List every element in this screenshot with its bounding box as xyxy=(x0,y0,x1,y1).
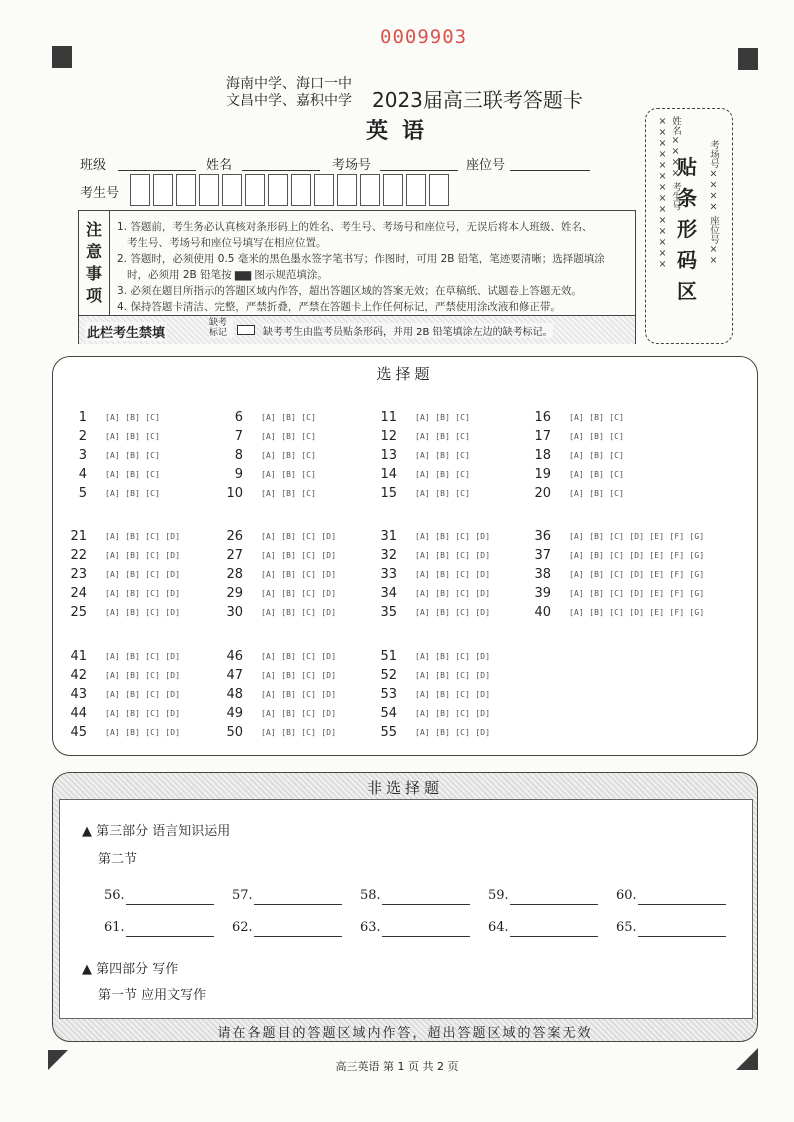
question-number: 39 xyxy=(534,586,551,601)
answer-bubbles[interactable]: [A] [B] [C] [D] xyxy=(105,532,181,541)
answer-bubbles[interactable]: [A] [B] [C] xyxy=(415,451,471,460)
question-number: 36 xyxy=(534,529,551,544)
answer-bubbles[interactable]: [A] [B] [C] [D] xyxy=(415,570,491,579)
answer-bubbles[interactable]: [A] [B] [C] [D] [E] [F] [G] xyxy=(569,608,705,617)
question-number: 37 xyxy=(534,548,551,563)
exam-id-digit-box[interactable] xyxy=(314,174,334,206)
schools-line-1: 海南中学、海口一中 xyxy=(226,76,352,92)
notice-item: 时，必须用 2B 铅笔按 ▆▆ 图示规范填涂。 xyxy=(117,269,328,281)
answer-bubbles[interactable]: [A] [B] [C] [D] xyxy=(261,671,337,680)
notice-item: 2. 答题时，必须使用 0.5 毫米的黑色墨水签字笔书写；作图时，可用 2B 铅笔，笔迹要清晰；选择题填涂 xyxy=(117,253,605,265)
question-number: 30 xyxy=(226,605,243,620)
question-number: 19 xyxy=(534,467,551,482)
question-number: 18 xyxy=(534,448,551,463)
blank-answer-line[interactable] xyxy=(510,904,598,905)
answer-bubbles[interactable]: [A] [B] [C] xyxy=(105,470,161,479)
question-number: 21 xyxy=(70,529,87,544)
answer-bubbles[interactable]: [A] [B] [C] xyxy=(261,413,317,422)
notice-heading-char: 意 xyxy=(85,242,102,261)
question-number: 26 xyxy=(226,529,243,544)
exam-id-digit-box[interactable] xyxy=(429,174,449,206)
answer-bubbles[interactable]: [A] [B] [C] [D] xyxy=(261,652,337,661)
notice-heading-char: 事 xyxy=(85,264,102,283)
blank-answer-line[interactable] xyxy=(638,904,726,905)
answer-bubbles[interactable]: [A] [B] [C] [D] [E] [F] [G] xyxy=(569,551,705,560)
answer-bubbles[interactable]: [A] [B] [C] [D] xyxy=(415,532,491,541)
blank-number: 59. xyxy=(488,888,509,903)
answer-bubbles[interactable]: [A] [B] [C] xyxy=(415,413,471,422)
answer-bubbles[interactable]: [A] [B] [C] xyxy=(569,489,625,498)
answer-bubbles[interactable]: [A] [B] [C] [D] [E] [F] [G] xyxy=(569,532,705,541)
exam-id-digit-box[interactable] xyxy=(199,174,219,206)
answer-bubbles[interactable]: [A] [B] [C] [D] xyxy=(415,671,491,680)
absent-note: 缺考考生由监考员贴条形码，并用 2B 铅笔填涂左边的缺考标记。 xyxy=(263,323,553,338)
answer-bubbles[interactable]: [A] [B] [C] xyxy=(569,470,625,479)
answer-bubbles[interactable]: [A] [B] [C] [D] xyxy=(105,652,181,661)
blank-number: 62. xyxy=(232,920,253,935)
blank-number: 56. xyxy=(104,888,125,903)
room-field[interactable] xyxy=(380,170,458,171)
answer-bubbles[interactable]: [A] [B] [C] [D] xyxy=(105,608,181,617)
question-number: 9 xyxy=(234,467,243,482)
answer-bubbles[interactable]: [A] [B] [C] xyxy=(415,432,471,441)
answer-bubbles[interactable]: [A] [B] [C] [D] xyxy=(105,589,181,598)
question-number: 24 xyxy=(70,586,87,601)
question-number: 40 xyxy=(534,605,551,620)
answer-bubbles[interactable]: [A] [B] [C] [D] [E] [F] [G] xyxy=(569,570,705,579)
part3-section: 第二节 xyxy=(98,852,138,867)
answer-bubbles[interactable]: [A] [B] [C] [D] xyxy=(415,652,491,661)
answer-bubbles[interactable]: [A] [B] [C] xyxy=(105,489,161,498)
question-number: 16 xyxy=(534,410,551,425)
answer-bubbles[interactable]: [A] [B] [C] [D] xyxy=(261,589,337,598)
subject-title: 英语 xyxy=(366,118,439,144)
question-number: 33 xyxy=(380,567,397,582)
part4-heading: ▲ 第四部分 写作 xyxy=(82,962,179,977)
absent-label: 缺考标记 xyxy=(209,318,233,338)
question-number: 29 xyxy=(226,586,243,601)
nonchoice-title: 非选择题 xyxy=(366,779,443,797)
choice-panel xyxy=(52,356,758,756)
question-number: 53 xyxy=(380,687,397,702)
question-number: 25 xyxy=(70,605,87,620)
blank-number: 57. xyxy=(232,888,253,903)
answer-bubbles[interactable]: [A] [B] [C] [D] xyxy=(105,709,181,718)
seat-field[interactable] xyxy=(510,170,590,171)
barcode-title-char: 形 xyxy=(677,217,697,241)
blank-answer-line[interactable] xyxy=(254,936,342,937)
question-number: 50 xyxy=(226,725,243,740)
nonchoice-footer: 请在各题目的答题区域内作答，超出答题区域的答案无效 xyxy=(217,1026,593,1041)
answer-bubbles[interactable]: [A] [B] [C] [D] xyxy=(261,709,337,718)
registration-mark-top-left xyxy=(52,46,72,68)
registration-mark-top-right xyxy=(738,48,758,70)
exam-id-digit-box[interactable] xyxy=(291,174,311,206)
blank-answer-line[interactable] xyxy=(510,936,598,937)
answer-bubbles[interactable]: [A] [B] [C] [D] xyxy=(415,709,491,718)
answer-bubbles[interactable]: [A] [B] [C] [D] xyxy=(415,728,491,737)
notice-heading xyxy=(79,211,110,315)
question-number: 2 xyxy=(78,429,87,444)
answer-bubbles[interactable]: [A] [B] [C] [D] xyxy=(261,690,337,699)
notice-items xyxy=(117,219,629,315)
answer-bubbles[interactable]: [A] [B] [C] xyxy=(105,413,161,422)
answer-bubbles[interactable]: [A] [B] [C] xyxy=(105,451,161,460)
class-label: 班级 xyxy=(80,158,107,173)
answer-bubbles[interactable]: [A] [B] [C] xyxy=(415,470,471,479)
blank-number: 65. xyxy=(616,920,637,935)
question-number: 35 xyxy=(380,605,397,620)
notice-item: 考生号、考场号和座位号填写在相应位置。 xyxy=(117,237,327,249)
answer-bubbles[interactable]: [A] [B] [C] [D] xyxy=(105,671,181,680)
question-number: 54 xyxy=(380,706,397,721)
question-number: 31 xyxy=(380,529,397,544)
forbid-strip xyxy=(79,315,635,344)
notice-heading-char: 项 xyxy=(85,286,102,305)
nonchoice-answer-area[interactable] xyxy=(59,799,753,1019)
question-number: 5 xyxy=(78,486,87,501)
question-number: 34 xyxy=(380,586,397,601)
question-number: 8 xyxy=(234,448,243,463)
question-number: 42 xyxy=(70,668,87,683)
answer-bubbles[interactable]: [A] [B] [C] xyxy=(261,489,317,498)
name-field[interactable] xyxy=(242,170,320,171)
answer-bubbles[interactable]: [A] [B] [C] [D] xyxy=(261,608,337,617)
answer-bubbles[interactable]: [A] [B] [C] [D] [E] [F] [G] xyxy=(569,589,705,598)
answer-bubbles[interactable]: [A] [B] [C] xyxy=(105,432,161,441)
question-number: 15 xyxy=(380,486,397,501)
exam-id-digit-box[interactable] xyxy=(130,174,150,206)
exam-id-digit-box[interactable] xyxy=(406,174,426,206)
forbid-label: 此栏考生禁填 xyxy=(85,322,167,341)
question-number: 10 xyxy=(226,486,243,501)
school-list xyxy=(226,76,352,110)
barcode-title-char: 条 xyxy=(677,186,697,210)
question-number: 55 xyxy=(380,725,397,740)
question-number: 7 xyxy=(234,429,243,444)
question-number: 13 xyxy=(380,448,397,463)
notice-heading-char: 注 xyxy=(85,220,102,239)
barcode-name-line: 姓名×××× 考生号×××××××××××××× xyxy=(657,116,681,270)
question-number: 17 xyxy=(534,429,551,444)
notice-item: 3. 必须在题目所指示的答题区域内作答，超出答题区域的答案无效；在草稿纸、试题卷上答题无效。 xyxy=(117,285,582,297)
sheet-title: 2023届高三联考答题卡 xyxy=(372,88,583,112)
barcode-title-char: 码 xyxy=(677,248,697,272)
answer-bubbles[interactable]: [A] [B] [C] xyxy=(415,489,471,498)
name-label: 姓名 xyxy=(206,158,233,173)
nonchoice-panel xyxy=(52,772,758,1042)
question-number: 28 xyxy=(226,567,243,582)
room-label: 考场号 xyxy=(332,158,372,173)
notice-item: 1. 答题前，考生务必认真核对条形码上的姓名、考生号、考场号和座位号，无误后将本人班级、姓名、 xyxy=(117,221,593,233)
choice-title: 选择题 xyxy=(376,365,434,383)
exam-id-digit-box[interactable] xyxy=(245,174,265,206)
notice-item: 4. 保持答题卡清洁、完整，严禁折叠，严禁在答题卡上作任何标记，严禁使用涂改液和修正带。 xyxy=(117,301,561,313)
question-number: 48 xyxy=(226,687,243,702)
blank-answer-line[interactable] xyxy=(126,936,214,937)
question-number: 44 xyxy=(70,706,87,721)
answer-bubbles[interactable]: [A] [B] [C] xyxy=(569,413,625,422)
exam-id-digit-box[interactable] xyxy=(153,174,173,206)
exam-id-label: 考生号 xyxy=(80,186,120,201)
answer-bubbles[interactable]: [A] [B] [C] [D] xyxy=(261,728,337,737)
question-number: 22 xyxy=(70,548,87,563)
schools-line-2: 文昌中学、嘉积中学 xyxy=(226,93,352,109)
question-number: 45 xyxy=(70,725,87,740)
notice-box xyxy=(78,210,636,344)
question-number: 51 xyxy=(380,649,397,664)
absent-checkbox[interactable] xyxy=(237,325,255,335)
answer-bubbles[interactable]: [A] [B] [C] xyxy=(261,451,317,460)
question-number: 38 xyxy=(534,567,551,582)
blank-number: 58. xyxy=(360,888,381,903)
blank-number: 63. xyxy=(360,920,381,935)
answer-bubbles[interactable]: [A] [B] [C] [D] xyxy=(105,690,181,699)
blank-number: 60. xyxy=(616,888,637,903)
barcode-title-char: 贴 xyxy=(677,155,697,179)
answer-bubbles[interactable]: [A] [B] [C] xyxy=(261,470,317,479)
part4-section: 第一节 应用文写作 xyxy=(98,988,207,1003)
answer-bubbles[interactable]: [A] [B] [C] [D] xyxy=(415,589,491,598)
answer-bubbles[interactable]: [A] [B] [C] xyxy=(569,451,625,460)
question-number: 47 xyxy=(226,668,243,683)
exam-id-digit-box[interactable] xyxy=(268,174,288,206)
answer-bubbles[interactable]: [A] [B] [C] [D] xyxy=(261,570,337,579)
blank-answer-line[interactable] xyxy=(382,936,470,937)
blank-answer-line[interactable] xyxy=(382,904,470,905)
answer-bubbles[interactable]: [A] [B] [C] [D] xyxy=(415,690,491,699)
answer-bubbles[interactable]: [A] [B] [C] xyxy=(261,432,317,441)
exam-id-digit-box[interactable] xyxy=(337,174,357,206)
barcode-title xyxy=(677,152,697,307)
question-number: 32 xyxy=(380,548,397,563)
question-number: 6 xyxy=(234,410,243,425)
question-number: 27 xyxy=(226,548,243,563)
question-number: 14 xyxy=(380,467,397,482)
class-field[interactable] xyxy=(118,170,196,171)
answer-bubbles[interactable]: [A] [B] [C] [D] xyxy=(105,551,181,560)
question-number: 4 xyxy=(78,467,87,482)
blank-answer-line[interactable] xyxy=(254,904,342,905)
barcode-room-line: 考场号×××× 座位号×× xyxy=(708,140,719,267)
answer-bubbles[interactable]: [A] [B] [C] [D] xyxy=(261,551,337,560)
exam-id-digit-box[interactable] xyxy=(176,174,196,206)
question-number: 52 xyxy=(380,668,397,683)
blank-number: 64. xyxy=(488,920,509,935)
question-number: 20 xyxy=(534,486,551,501)
blank-answer-line[interactable] xyxy=(126,904,214,905)
question-number: 12 xyxy=(380,429,397,444)
answer-bubbles[interactable]: [A] [B] [C] [D] xyxy=(105,728,181,737)
part3-heading: ▲ 第三部分 语言知识运用 xyxy=(82,824,231,839)
exam-id-digit-box[interactable] xyxy=(222,174,242,206)
blank-number: 61. xyxy=(104,920,125,935)
answer-bubbles[interactable]: [A] [B] [C] [D] xyxy=(105,570,181,579)
exam-id-digit-box[interactable] xyxy=(383,174,403,206)
question-number: 23 xyxy=(70,567,87,582)
question-number: 46 xyxy=(226,649,243,664)
question-number: 49 xyxy=(226,706,243,721)
answer-bubbles[interactable]: [A] [B] [C] [D] xyxy=(415,608,491,617)
answer-bubbles[interactable]: [A] [B] [C] xyxy=(569,432,625,441)
seat-label: 座位号 xyxy=(466,158,506,173)
blank-answer-line[interactable] xyxy=(638,936,726,937)
page-footer: 高三英语 第 1 页 共 2 页 xyxy=(335,1060,459,1073)
question-number: 1 xyxy=(78,410,87,425)
question-number: 43 xyxy=(70,687,87,702)
barcode-title-char: 区 xyxy=(677,279,697,303)
question-number: 11 xyxy=(380,410,397,425)
serial-number: 0009903 xyxy=(380,26,468,48)
question-number: 3 xyxy=(78,448,87,463)
exam-id-digit-box[interactable] xyxy=(360,174,380,206)
answer-bubbles[interactable]: [A] [B] [C] [D] xyxy=(261,532,337,541)
answer-bubbles[interactable]: [A] [B] [C] [D] xyxy=(415,551,491,560)
question-number: 41 xyxy=(70,649,87,664)
